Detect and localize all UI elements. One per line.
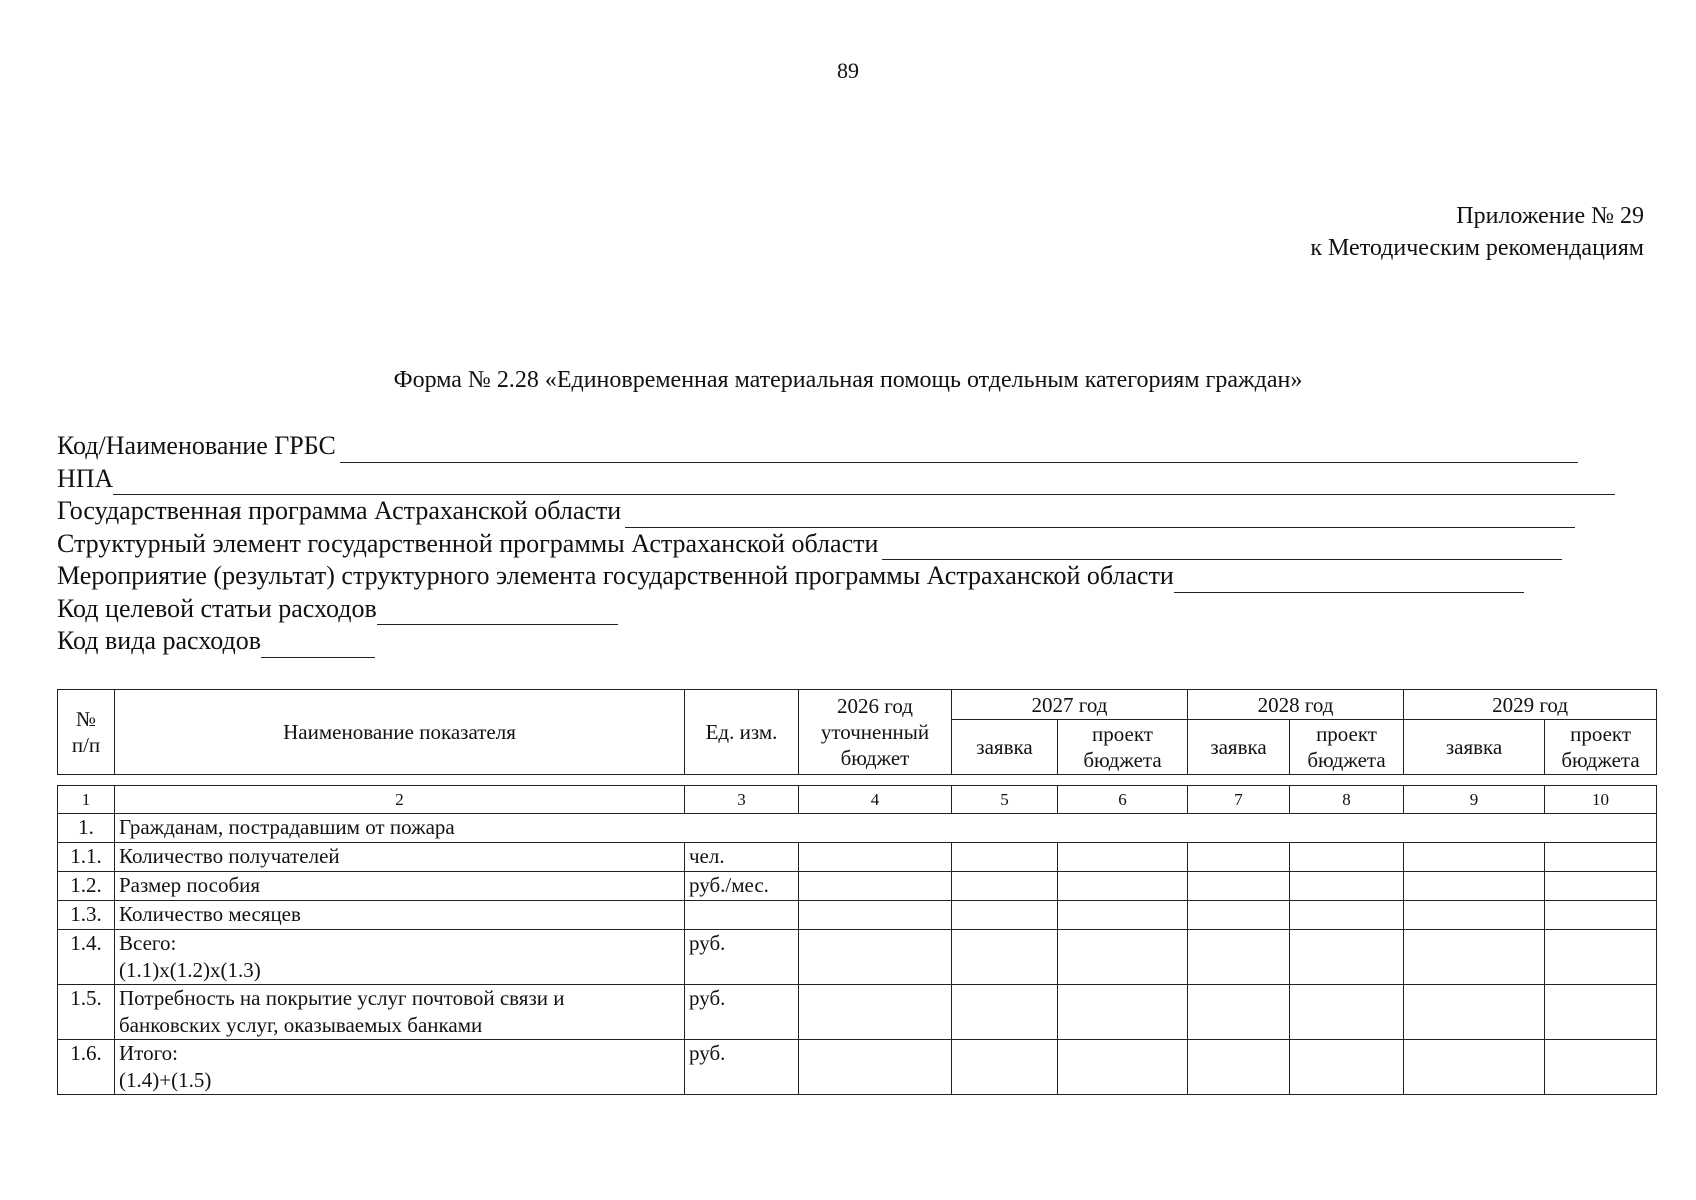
column-number: 4 bbox=[799, 786, 952, 814]
fill-line[interactable] bbox=[882, 535, 1562, 560]
row-number: 1.2. bbox=[58, 872, 115, 901]
value-cell[interactable] bbox=[1188, 872, 1290, 901]
row-name-line-1: Потребность на покрытие услуг почтовой связи и bbox=[119, 986, 565, 1010]
header-2029-request: заявка bbox=[1404, 720, 1545, 775]
field-label: Мероприятие (результат) структурного элемента государственной программы Астраханской области bbox=[57, 561, 1174, 590]
value-cell[interactable] bbox=[1290, 930, 1404, 985]
field-label: Код вида расходов bbox=[57, 626, 261, 655]
field-expense-type-code bbox=[57, 625, 1637, 658]
field-activity bbox=[57, 560, 1637, 593]
value-cell[interactable] bbox=[1058, 901, 1188, 930]
fill-line[interactable] bbox=[113, 470, 1615, 495]
form-title: Форма № 2.28 «Единовременная материальная помощь отдельным категориям граждан» bbox=[393, 367, 1303, 393]
column-number: 9 bbox=[1404, 786, 1545, 814]
header-number-line-2: п/п bbox=[71, 733, 101, 757]
row-unit: руб./мес. bbox=[685, 872, 799, 901]
row-unit: руб. bbox=[685, 930, 799, 985]
row-name bbox=[115, 985, 685, 1040]
row-name-line-1: Количество получателей bbox=[119, 844, 340, 868]
field-label: Государственная программа Астраханской области bbox=[57, 496, 622, 525]
row-name-line-2: (1.1)х(1.2)х(1.3) bbox=[119, 958, 261, 982]
row-name bbox=[115, 930, 685, 985]
row-name bbox=[115, 901, 685, 930]
header-2027: 2027 год bbox=[952, 690, 1188, 720]
header-2028-request: заявка bbox=[1188, 720, 1290, 775]
value-cell[interactable] bbox=[952, 1040, 1058, 1095]
value-cell[interactable] bbox=[1545, 985, 1657, 1040]
column-number: 5 bbox=[952, 786, 1058, 814]
header-number-line-1: № bbox=[75, 707, 97, 731]
value-cell[interactable] bbox=[799, 843, 952, 872]
column-number: 10 bbox=[1545, 786, 1657, 814]
table-body bbox=[57, 785, 1657, 1095]
table-row bbox=[58, 843, 1657, 872]
value-cell[interactable] bbox=[1188, 1040, 1290, 1095]
value-cell[interactable] bbox=[952, 872, 1058, 901]
fill-line[interactable] bbox=[340, 438, 1578, 463]
row-name bbox=[115, 1040, 685, 1095]
appendix-line-1: Приложение № 29 bbox=[1456, 203, 1644, 229]
value-cell[interactable] bbox=[1058, 872, 1188, 901]
value-cell[interactable] bbox=[1290, 1040, 1404, 1095]
value-cell[interactable] bbox=[1058, 930, 1188, 985]
value-cell[interactable] bbox=[952, 901, 1058, 930]
column-number: 7 bbox=[1188, 786, 1290, 814]
header-2027-request: заявка bbox=[952, 720, 1058, 775]
table-row bbox=[58, 901, 1657, 930]
value-cell[interactable] bbox=[799, 872, 952, 901]
header-2026-sub-2: бюджет bbox=[840, 746, 910, 770]
value-cell[interactable] bbox=[1404, 872, 1545, 901]
value-cell[interactable] bbox=[952, 843, 1058, 872]
value-cell[interactable] bbox=[1404, 843, 1545, 872]
value-cell[interactable] bbox=[1290, 843, 1404, 872]
header-2026-sub-1: уточненный bbox=[820, 720, 930, 744]
value-cell[interactable] bbox=[1545, 930, 1657, 985]
field-label: Код/Наименование ГРБС bbox=[57, 431, 336, 460]
field-structural-element bbox=[57, 528, 1637, 561]
field-state-program bbox=[57, 495, 1637, 528]
row-number: 1.1. bbox=[58, 843, 115, 872]
row-unit: руб. bbox=[685, 1040, 799, 1095]
fill-line[interactable] bbox=[377, 600, 618, 625]
row-name-line-2: банковских услуг, оказываемых банками bbox=[119, 1013, 483, 1037]
table-row bbox=[58, 930, 1657, 985]
appendix-note bbox=[1310, 200, 1644, 264]
value-cell[interactable] bbox=[1058, 985, 1188, 1040]
table-row bbox=[58, 985, 1657, 1040]
row-name-line-1: Итого: bbox=[119, 1041, 178, 1065]
header-2029-project bbox=[1545, 720, 1657, 775]
table-row bbox=[58, 1040, 1657, 1095]
field-label: Код целевой статьи расходов bbox=[57, 593, 377, 623]
value-cell[interactable] bbox=[1404, 985, 1545, 1040]
value-cell[interactable] bbox=[1290, 901, 1404, 930]
row-unit: чел. bbox=[685, 843, 799, 872]
section-row bbox=[58, 814, 1657, 843]
value-cell[interactable] bbox=[1188, 985, 1290, 1040]
table-header bbox=[57, 689, 1657, 775]
value-cell[interactable] bbox=[799, 901, 952, 930]
column-numbers-row bbox=[58, 786, 1657, 814]
value-cell[interactable] bbox=[1404, 930, 1545, 985]
header-2027-project bbox=[1058, 720, 1188, 775]
appendix-line-2: к Методическим рекомендациям bbox=[1310, 235, 1644, 261]
fill-line[interactable] bbox=[625, 503, 1575, 528]
row-name-line-1: Количество месяцев bbox=[119, 902, 301, 926]
header-project-line-2: бюджета bbox=[1083, 748, 1162, 772]
value-cell[interactable] bbox=[1404, 901, 1545, 930]
row-unit bbox=[685, 901, 799, 930]
column-number: 3 bbox=[685, 786, 799, 814]
header-2026 bbox=[799, 690, 952, 775]
value-cell[interactable] bbox=[952, 985, 1058, 1040]
column-number: 8 bbox=[1290, 786, 1404, 814]
row-number: 1.4. bbox=[58, 930, 115, 985]
row-name bbox=[115, 872, 685, 901]
column-number: 1 bbox=[58, 786, 115, 814]
row-name bbox=[115, 843, 685, 872]
value-cell[interactable] bbox=[799, 930, 952, 985]
form-fields bbox=[57, 430, 1637, 658]
header-project-line-1: проект bbox=[1570, 722, 1631, 746]
header-2029: 2029 год bbox=[1404, 690, 1657, 720]
header-project-line-1: проект bbox=[1092, 722, 1153, 746]
field-target-article-code bbox=[57, 593, 1637, 626]
header-project-line-1: проект bbox=[1316, 722, 1377, 746]
row-number: 1.5. bbox=[58, 985, 115, 1040]
header-2028: 2028 год bbox=[1188, 690, 1404, 720]
value-cell[interactable] bbox=[1545, 901, 1657, 930]
page-number: 89 bbox=[837, 58, 859, 83]
header-project-line-2: бюджета bbox=[1561, 748, 1640, 772]
header-indicator-name: Наименование показателя bbox=[115, 690, 685, 775]
value-cell[interactable] bbox=[1188, 901, 1290, 930]
fill-line[interactable] bbox=[261, 633, 375, 658]
fill-line[interactable] bbox=[1174, 568, 1524, 593]
value-cell[interactable] bbox=[799, 1040, 952, 1095]
field-label: НПА bbox=[57, 463, 114, 493]
value-cell[interactable] bbox=[1290, 985, 1404, 1040]
field-label: Структурный элемент государственной программы Астраханской области bbox=[57, 528, 879, 558]
header-project-line-2: бюджета bbox=[1307, 748, 1386, 772]
header-2026-year: 2026 год bbox=[837, 694, 913, 718]
value-cell[interactable] bbox=[1188, 843, 1290, 872]
row-name-line-1: Размер пособия bbox=[119, 873, 261, 897]
row-number: 1. bbox=[58, 814, 115, 843]
value-cell[interactable] bbox=[952, 930, 1058, 985]
field-npa bbox=[57, 463, 1637, 496]
value-cell[interactable] bbox=[1290, 872, 1404, 901]
header-number bbox=[58, 690, 115, 775]
row-name-line-2: (1.4)+(1.5) bbox=[119, 1068, 212, 1092]
value-cell[interactable] bbox=[1188, 930, 1290, 985]
row-number: 1.6. bbox=[58, 1040, 115, 1095]
field-grbs bbox=[57, 430, 1637, 463]
row-unit: руб. bbox=[685, 985, 799, 1040]
value-cell[interactable] bbox=[1545, 872, 1657, 901]
section-name: Гражданам, пострадавшим от пожара bbox=[115, 814, 1657, 843]
value-cell[interactable] bbox=[1545, 843, 1657, 872]
value-cell[interactable] bbox=[1058, 843, 1188, 872]
row-number: 1.3. bbox=[58, 901, 115, 930]
row-name-line-1: Всего: bbox=[119, 931, 177, 955]
value-cell[interactable] bbox=[1545, 1040, 1657, 1095]
column-number: 2 bbox=[115, 786, 685, 814]
table-row bbox=[58, 872, 1657, 901]
column-number: 6 bbox=[1058, 786, 1188, 814]
header-unit: Ед. изм. bbox=[685, 690, 799, 775]
value-cell[interactable] bbox=[1058, 1040, 1188, 1095]
value-cell[interactable] bbox=[799, 985, 952, 1040]
header-2028-project bbox=[1290, 720, 1404, 775]
value-cell[interactable] bbox=[1404, 1040, 1545, 1095]
